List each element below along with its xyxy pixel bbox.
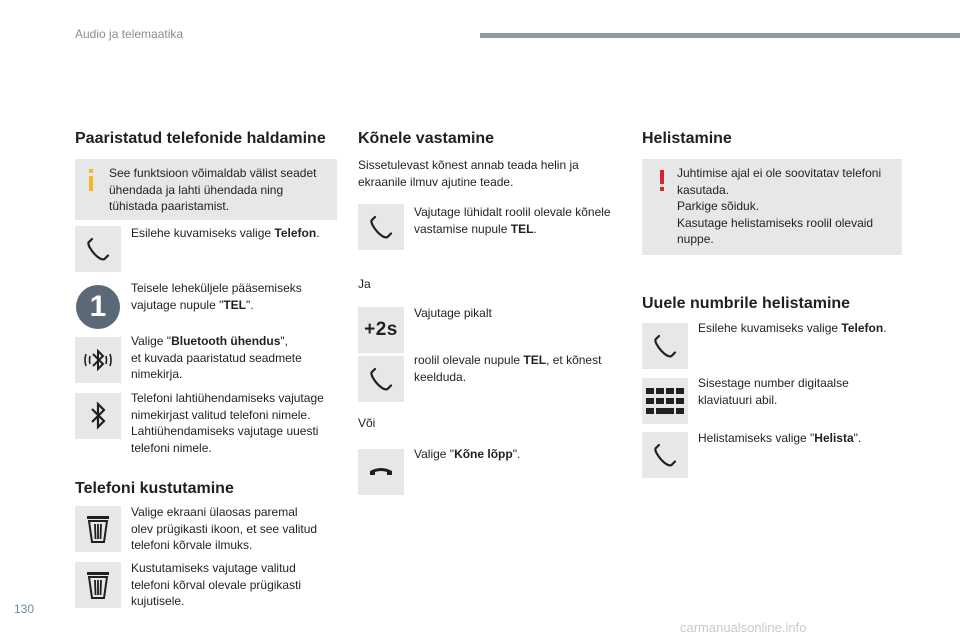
conjunction-voi: Või — [358, 416, 376, 430]
phone-icon — [650, 331, 680, 361]
info-text: See funktsioon võimaldab välist seadet ühendada ja lahti ühendada ning tühistada paaristamist. — [109, 166, 317, 213]
hangup-icon-box — [358, 449, 404, 495]
info-icon-stem — [89, 176, 93, 191]
new-number-step1-text: Esilehe kuvamiseks valige Telefon. — [698, 321, 887, 335]
delete-step1-text: Valige ekraani ülaosas paremal olev prügikasti ikoon, et see valitud telefoni kõrvale ilmuks. — [131, 505, 318, 552]
delete-step2-text: Kustutamiseks vajutage valitud telefoni kõrval olevale prügikasti kujutisele. — [131, 561, 302, 608]
running-header: Audio ja telemaatika — [75, 27, 184, 41]
section-heading-delete-phone: Telefoni kustutamine — [75, 480, 234, 497]
trash-icon-box — [75, 506, 121, 552]
step-bluetooth-text: Valige "Bluetooth ühendus", et kuvada paaristatud seadmete nimekirja. — [131, 334, 302, 381]
keypad-icon — [645, 386, 685, 416]
hangup-icon — [366, 462, 396, 482]
warning-note — [642, 159, 902, 255]
section-heading-answer-call: Kõnele vastamine — [358, 130, 495, 147]
section-heading-paired-phones: Paaristatud telefonide haldamine — [75, 130, 326, 147]
conjunction-ja: Ja — [358, 277, 371, 291]
step-number-badge: 1 — [76, 285, 120, 329]
header-accent-bar — [480, 33, 960, 38]
section-heading-calling: Helistamine — [642, 130, 732, 147]
trash-icon — [84, 569, 112, 601]
end-call-text: Valige "Kõne lõpp". — [414, 447, 521, 461]
bluetooth-icon — [80, 342, 116, 378]
step-open-phone-text: Esilehe kuvamiseks valige Telefon. — [131, 226, 320, 240]
info-note — [75, 159, 337, 220]
long-press-text: Vajutage pikalt — [414, 306, 492, 320]
reject-call-text: roolil olevale nupule TEL, et kõnest keelduda. — [414, 353, 602, 384]
new-number-step3-text: Helistamiseks valige "Helista". — [698, 431, 862, 445]
warning-text: Juhtimise ajal ei ole soovitatav telefoni kasutada. Parkige sõiduk. Kasutage helistamiseks roolil olevaid nuppe. — [677, 166, 882, 246]
watermark: carmanualsonline.info — [680, 620, 807, 635]
answer-intro-text: Sissetulevast kõnest annab teada helin ja ekraanile ilmuv ajutine teade. — [358, 158, 579, 189]
trash-icon-box — [75, 562, 121, 608]
phone-icon — [366, 364, 396, 394]
section-heading-new-number: Uuele numbrile helistamine — [642, 295, 851, 312]
bluetooth-icon-box — [75, 393, 121, 439]
bluetooth-connection-icon-box — [75, 337, 121, 383]
long-press-icon-box — [358, 307, 404, 353]
warning-icon-dot — [660, 187, 664, 191]
bluetooth-icon — [83, 399, 113, 433]
phone-icon-box — [358, 356, 404, 402]
phone-icon-box — [642, 323, 688, 369]
answer-short-press-text: Vajutage lühidalt roolil olevale kõnele vastamise nupule TEL. — [414, 205, 611, 236]
keypad-icon-box — [642, 378, 688, 424]
warning-icon — [660, 170, 664, 184]
trash-icon — [84, 513, 112, 545]
step-disconnect-text: Telefoni lahtiühendamiseks vajutage nimekirjast valitud telefoni nimele. Lahtiühendamiseks vajutage uuesti telefoni nimele. — [131, 391, 324, 455]
phone-icon — [650, 440, 680, 470]
new-number-step2-text: Sisestage number digitaalse klaviatuuri abil. — [698, 376, 849, 407]
info-icon — [89, 169, 93, 173]
phone-icon — [366, 212, 396, 242]
page-number: 130 — [14, 602, 35, 616]
long-press-2s-icon: +2s — [364, 319, 398, 340]
phone-icon-box — [642, 432, 688, 478]
phone-icon-box — [358, 204, 404, 250]
phone-icon — [83, 234, 113, 264]
phone-icon-box — [75, 226, 121, 272]
step-next-page-text: Teisele leheküljele pääsemiseks vajutage nupule "TEL". — [131, 281, 302, 312]
